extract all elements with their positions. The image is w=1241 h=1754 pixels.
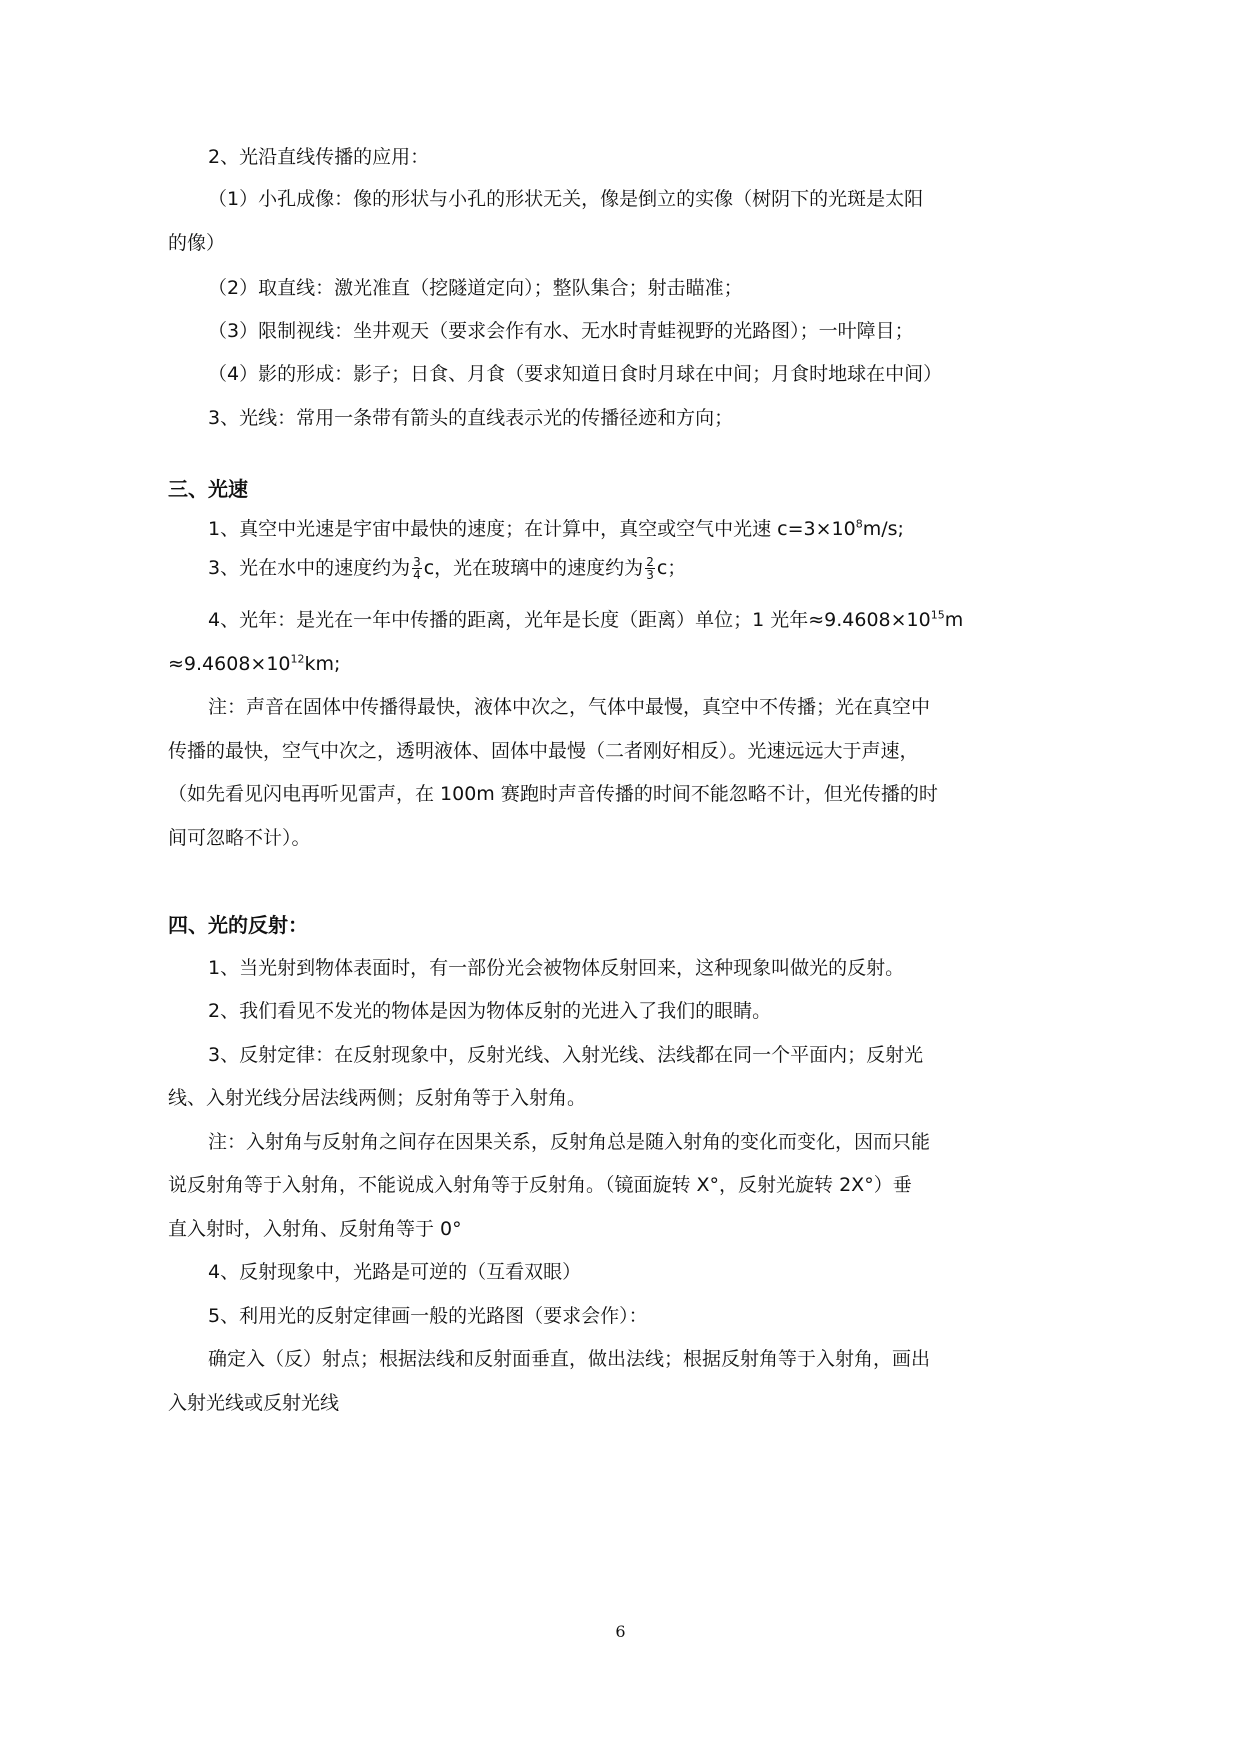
- medium-speed-text-b: c，光在玻璃中的速度约为: [423, 557, 644, 579]
- sub-item-straight-line: （2）取直线：激光准直（挖隧道定向）；整队集合；射击瞄准；: [208, 277, 743, 299]
- fraction-denominator: 4: [413, 568, 421, 582]
- fraction-numerator: 3: [413, 555, 421, 569]
- note-sound-light-2: [168, 738, 1038, 764]
- list-item-1-speed: [208, 516, 904, 542]
- note-text: 说反射角等于入射角，不能说成入射角等于反射角。（镜面旋转 X°，反射光旋转 2X°）垂: [168, 1174, 912, 1196]
- speed-text: 1、真空中光速是宇宙中最快的速度；在计算中，真空或空气中光速 c=3×10: [208, 518, 856, 540]
- list-item-1-reflection: 1、当光射到物体表面时，有一部份光会被物体反射回来，这种现象叫做光的反射。: [208, 957, 905, 979]
- reflection-law-text: 3、反射定律：在反射现象中，反射光线、入射光线、法线都在同一个平面内；反射光: [208, 1044, 924, 1066]
- list-item-3-reflection-law: [208, 1042, 1039, 1068]
- note-reflection-2: [168, 1172, 1038, 1198]
- note-text: 传播的最快，空气中次之，透明液体、固体中最慢（二者刚好相反）。光速远远大于声速，: [168, 740, 919, 762]
- list-item-3-light-ray: 3、光线：常用一条带有箭头的直线表示光的传播径迹和方向；: [208, 407, 734, 429]
- fraction-three-quarters: [412, 556, 422, 581]
- light-year-exponent: 15: [930, 608, 945, 622]
- ray-diagram-steps-2: 入射光线或反射光线: [168, 1392, 340, 1414]
- note-reflection-1: [208, 1129, 1039, 1155]
- list-item-3-reflection-law-cont: 线、入射光线分居法线两侧；反射角等于入射角。: [168, 1087, 587, 1109]
- sub-item-limited-view: （3）限制视线：坐井观天（要求会作有水、无水时青蛙视野的光路图）；一叶障目；: [208, 320, 914, 342]
- light-year-km-unit: km;: [304, 653, 341, 675]
- note-sound-light-1: [208, 694, 1039, 720]
- list-item-5-ray-diagram: 5、利用光的反射定律画一般的光路图（要求会作）：: [208, 1305, 648, 1327]
- ray-diagram-steps-1: [208, 1346, 1039, 1372]
- speed-unit: m/s;: [862, 518, 904, 540]
- list-item-4-reversible: 4、反射现象中，光路是可逆的（互看双眼）: [208, 1261, 582, 1283]
- note-reflection-3: 直入射时，入射角、反射角等于 0°: [168, 1218, 462, 1240]
- section-heading-reflection: 四、光的反射：: [168, 913, 308, 937]
- medium-speed-text-c: c；: [656, 557, 687, 579]
- list-item-3-medium-speed: [208, 555, 686, 581]
- note-sound-light-4: 间可忽略不计）。: [168, 827, 311, 849]
- fraction-two-thirds: [645, 556, 655, 581]
- light-year-unit-m: m: [944, 609, 964, 631]
- sub-item-shadow: （4）影的形成：影子；日食、月食（要求知道日食时月球在中间；月食时地球在中间）: [208, 363, 943, 385]
- sub-item-pinhole-imaging-cont: 的像）: [168, 232, 226, 254]
- page-number: 6: [615, 1622, 626, 1641]
- note-text: （如先看见闪电再听见雷声，在 100m 赛跑时声音传播的时间不能忽略不计，但光传播的时: [168, 783, 938, 805]
- light-year-km-exponent: 12: [290, 652, 305, 666]
- note-text: 注：声音在固体中传播得最快，液体中次之，气体中最慢，真空中不传播；光在真空中: [208, 696, 931, 718]
- list-item-4-light-year: [208, 607, 1039, 633]
- light-year-text: 4、光年：是光在一年中传播的距离，光年是长度（距离）单位；1 光年≈9.4608×10: [208, 609, 931, 631]
- section-heading-light-speed: 三、光速: [168, 477, 248, 501]
- note-text: 注：入射角与反射角之间存在因果关系，反射角总是随入射角的变化而变化，因而只能: [208, 1131, 931, 1153]
- sub-item-pinhole-imaging: [208, 186, 1039, 212]
- note-sound-light-3: [168, 781, 1038, 807]
- fraction-numerator: 2: [646, 555, 654, 569]
- list-item-2-application: 2、光沿直线传播的应用：: [208, 146, 430, 168]
- speed-exponent: 8: [855, 517, 863, 531]
- light-year-km-text: ≈9.4608×10: [168, 653, 291, 675]
- medium-speed-text-a: 3、光在水中的速度约为: [208, 557, 411, 579]
- steps-text: 确定入（反）射点；根据法线和反射面垂直，做出法线；根据反射角等于入射角，画出: [208, 1348, 931, 1370]
- sub-item-text: （1）小孔成像：像的形状与小孔的形状无关，像是倒立的实像（树阴下的光斑是太阳: [208, 188, 924, 210]
- light-year-line: [208, 607, 963, 633]
- fraction-denominator: 3: [646, 568, 654, 582]
- list-item-2-reflection: 2、我们看见不发光的物体是因为物体反射的光进入了我们的眼睛。: [208, 1000, 772, 1022]
- light-year-km-line: [168, 651, 340, 677]
